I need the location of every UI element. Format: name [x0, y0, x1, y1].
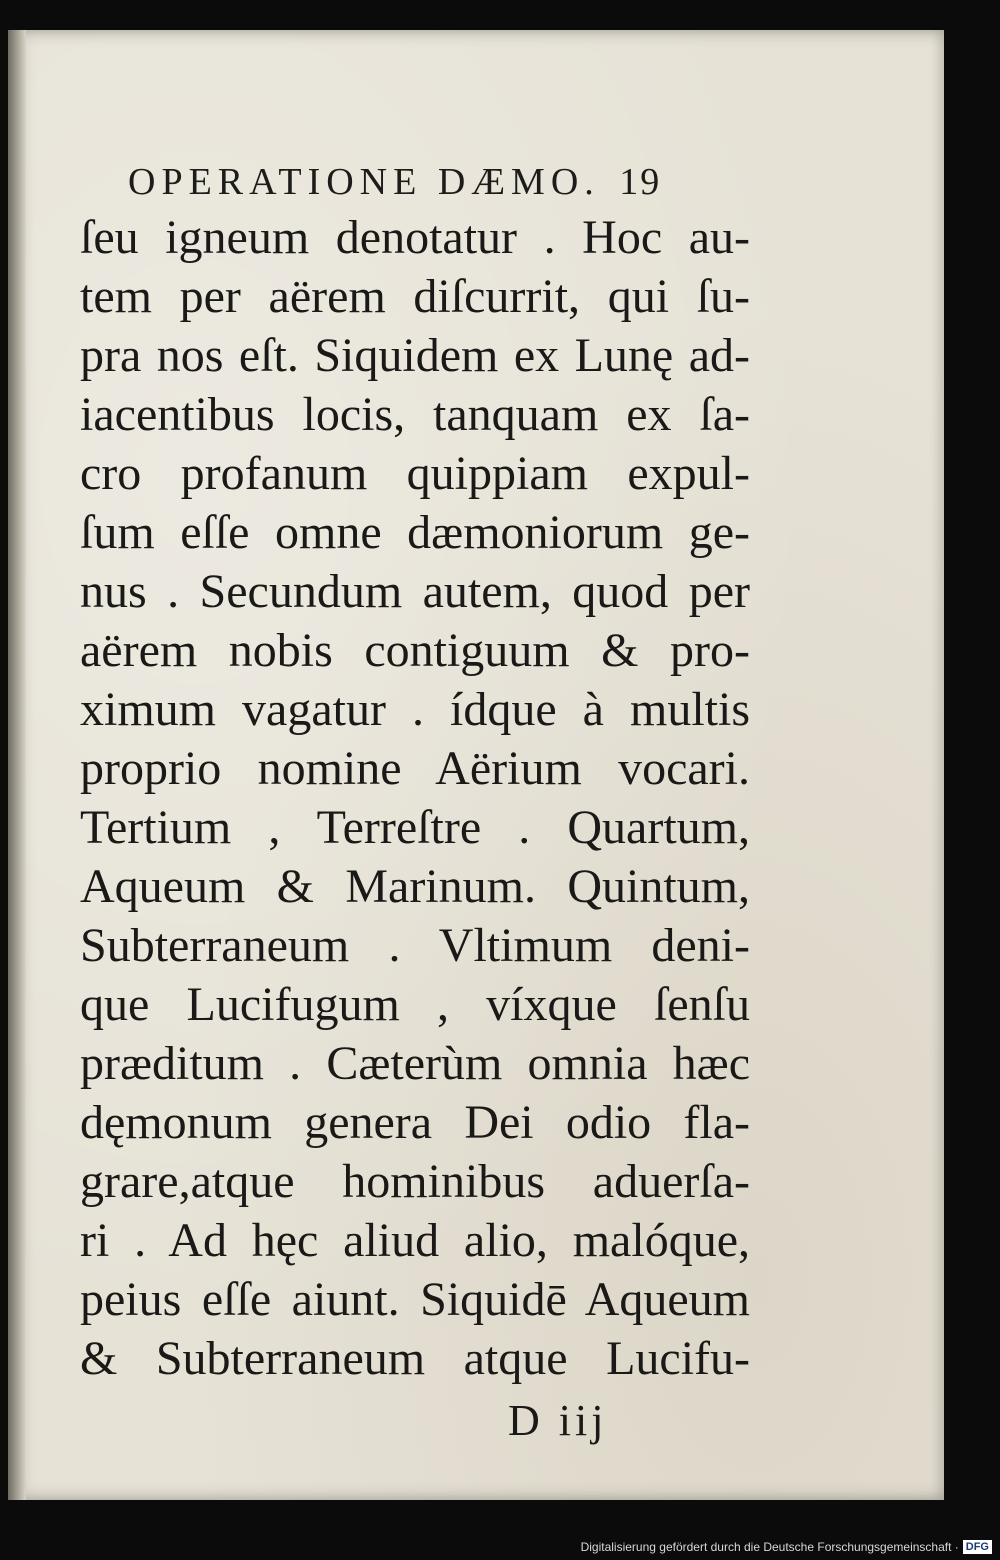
- page-number: 19: [619, 161, 662, 203]
- text-line: & Subterraneum atque Lucifu-: [80, 1332, 750, 1385]
- text-line: ſeu igneum denotatur . Hoc au-: [80, 211, 750, 264]
- text-line: peius eſſe aiunt. Siquidē Aqueum: [80, 1273, 750, 1326]
- text-line: aërem nobis contiguum & pro-: [80, 624, 750, 677]
- text-line: proprio nomine Aërium vocari.: [80, 742, 750, 795]
- text-line: iacentibus locis, tanquam ex ſa-: [80, 388, 750, 441]
- text-line: grare,atque hominibus aduerſa-: [80, 1155, 750, 1208]
- text-line: pra nos eſt. Siquidem ex Lunę ad-: [80, 329, 750, 382]
- running-header: [128, 160, 768, 204]
- text-line: ximum vagatur . ídque à multis: [80, 683, 750, 736]
- text-line: Aqueum & Marinum. Quintum,: [80, 860, 750, 913]
- text-line: Tertium , Terreſtre . Quartum,: [80, 801, 750, 854]
- text-line: que Lucifugum , víxque ſenſu: [80, 978, 750, 1031]
- digitization-credit: [581, 1540, 992, 1554]
- text-line: tem per aërem diſcurrit, qui ſu-: [80, 270, 750, 323]
- text-line: ri . Ad hęc aliud alio, malóque,: [80, 1214, 750, 1267]
- text-line: præditum . Cæterùm omnia hæc: [80, 1037, 750, 1090]
- text-line: Subterraneum . Vltimum deni-: [80, 919, 750, 972]
- text-line: ſum eſſe omne dæmoniorum ge-: [80, 506, 750, 559]
- credit-text: Digitalisierung gefördert durch die Deutsche Forschungsgemeinschaft ·: [580, 1540, 959, 1554]
- book-page: [8, 30, 944, 1500]
- signature-mark: D iij: [508, 1396, 608, 1445]
- text-line: cro profanum quippiam expul-: [80, 447, 750, 500]
- text-line: nus . Secundum autem, quod per: [80, 565, 750, 618]
- body-text: [80, 208, 750, 1388]
- text-line: dęmonum genera Dei odio fla-: [80, 1096, 750, 1149]
- page-gutter-shadow: [8, 30, 26, 1500]
- running-title: OPERATIONE DÆMO.: [128, 161, 600, 203]
- dfg-logo: DFG: [963, 1540, 992, 1554]
